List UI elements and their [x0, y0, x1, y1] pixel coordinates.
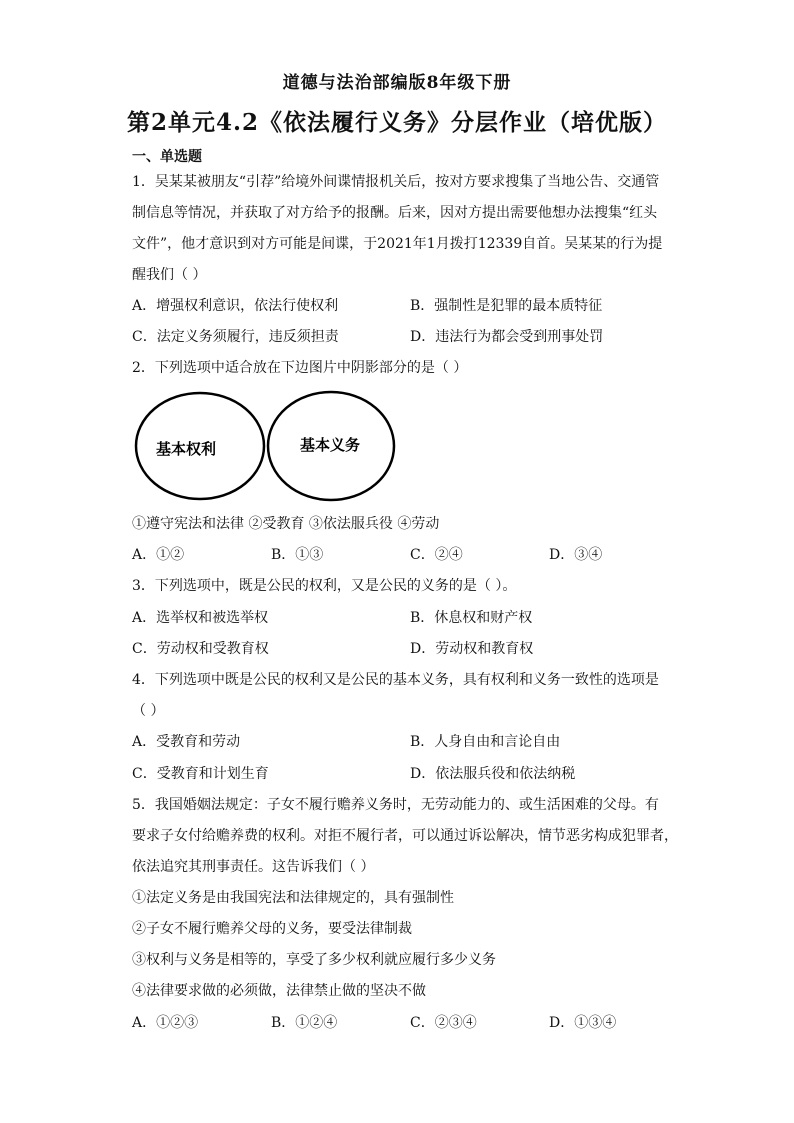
- q5-statement-4: ④法律要求做的必须做，法律禁止做的坚决不做: [132, 983, 426, 999]
- q4-line-1: 4．下列选项中既是公民的权利又是公民的基本义务，具有权利和义务一致性的选项是: [132, 672, 659, 688]
- q1-line-2: 制信息等情况，并获取了对方给予的报酬。后来，因对方提出需要他想办法搜集“红头: [132, 205, 658, 221]
- q5-option-b: B．①②④: [271, 1015, 338, 1031]
- section-heading: 一、单选题: [132, 149, 202, 165]
- q1-line-4: 醒我们（ ）: [132, 267, 207, 283]
- q2-statements: ①遵守宪法和法律 ②受教育 ③依法服兵役 ④劳动: [132, 516, 440, 532]
- q5-line-2: 要求子女付给赡养费的权利。对拒不履行者，可以通过诉讼解决，情节恶劣构成犯罪者，: [132, 828, 678, 844]
- q5-statement-2: ②子女不履行赡养父母的义务，要受法律制裁: [132, 921, 412, 937]
- document-subtitle: 道德与法治部编版8年级下册: [282, 73, 512, 93]
- q3-line-1: 3．下列选项中，既是公民的权利，又是公民的义务的是（ ）。: [132, 578, 517, 594]
- venn-diagram: [134, 390, 396, 506]
- q2-option-b: B．①③: [271, 547, 324, 563]
- q2-option-d: D．③④: [549, 547, 603, 563]
- venn-left-label: 基本权利: [156, 440, 217, 458]
- q5-option-c: C．②③④: [410, 1015, 477, 1031]
- q5-line-3: 依法追究其刑事责任。这告诉我们（ ）: [132, 859, 375, 875]
- q1-option-b: B．强制性是犯罪的最本质特征: [410, 298, 603, 314]
- q5-option-d: D．①③④: [549, 1015, 617, 1031]
- q5-statement-3: ③权利与义务是相等的，享受了多少权利就应履行多少义务: [132, 952, 496, 968]
- q1-line-1: 1．吴某某被朋友“引荐”给境外间谍情报机关后，按对方要求搜集了当地公告、交通管: [132, 174, 660, 190]
- q2-line-1: 2．下列选项中适合放在下边图片中阴影部分的是（ ）: [132, 360, 468, 376]
- q4-line-2: （ ）: [132, 703, 165, 719]
- q5-line-1: 5．我国婚姻法规定：子女不履行赡养义务时，无劳动能力的、或生活困难的父母。有: [132, 797, 659, 813]
- q2-option-c: C．②④: [410, 547, 463, 563]
- q5-option-a: A．①②③: [132, 1015, 199, 1031]
- document-title: 第2单元4.2《依法履行义务》分层作业（培优版）: [126, 109, 668, 136]
- q3-option-d: D．劳动权和教育权: [410, 641, 534, 657]
- q3-option-c: C．劳动权和受教育权: [132, 641, 269, 657]
- q2-option-a: A．①②: [132, 547, 185, 563]
- q3-option-b: B．休息权和财产权: [410, 610, 533, 626]
- q3-option-a: A．选举权和被选举权: [132, 610, 269, 626]
- q1-option-c: C．法定义务须履行，违反须担责: [132, 329, 339, 345]
- venn-right-label: 基本义务: [300, 436, 361, 454]
- q1-option-d: D．违法行为都会受到刑事处罚: [410, 329, 604, 345]
- q4-option-d: D．依法服兵役和依法纳税: [410, 766, 576, 782]
- q4-option-a: A．受教育和劳动: [132, 734, 241, 750]
- q4-option-c: C．受教育和计划生育: [132, 766, 269, 782]
- q1-option-a: A．增强权利意识，依法行使权利: [132, 298, 339, 314]
- q4-option-b: B．人身自由和言论自由: [410, 734, 561, 750]
- q1-line-3: 文件”，他才意识到对方可能是间谍，于2021年1月拨打12339自首。吴某某的行为提: [132, 236, 663, 252]
- q5-statement-1: ①法定义务是由我国宪法和法律规定的，具有强制性: [132, 890, 454, 906]
